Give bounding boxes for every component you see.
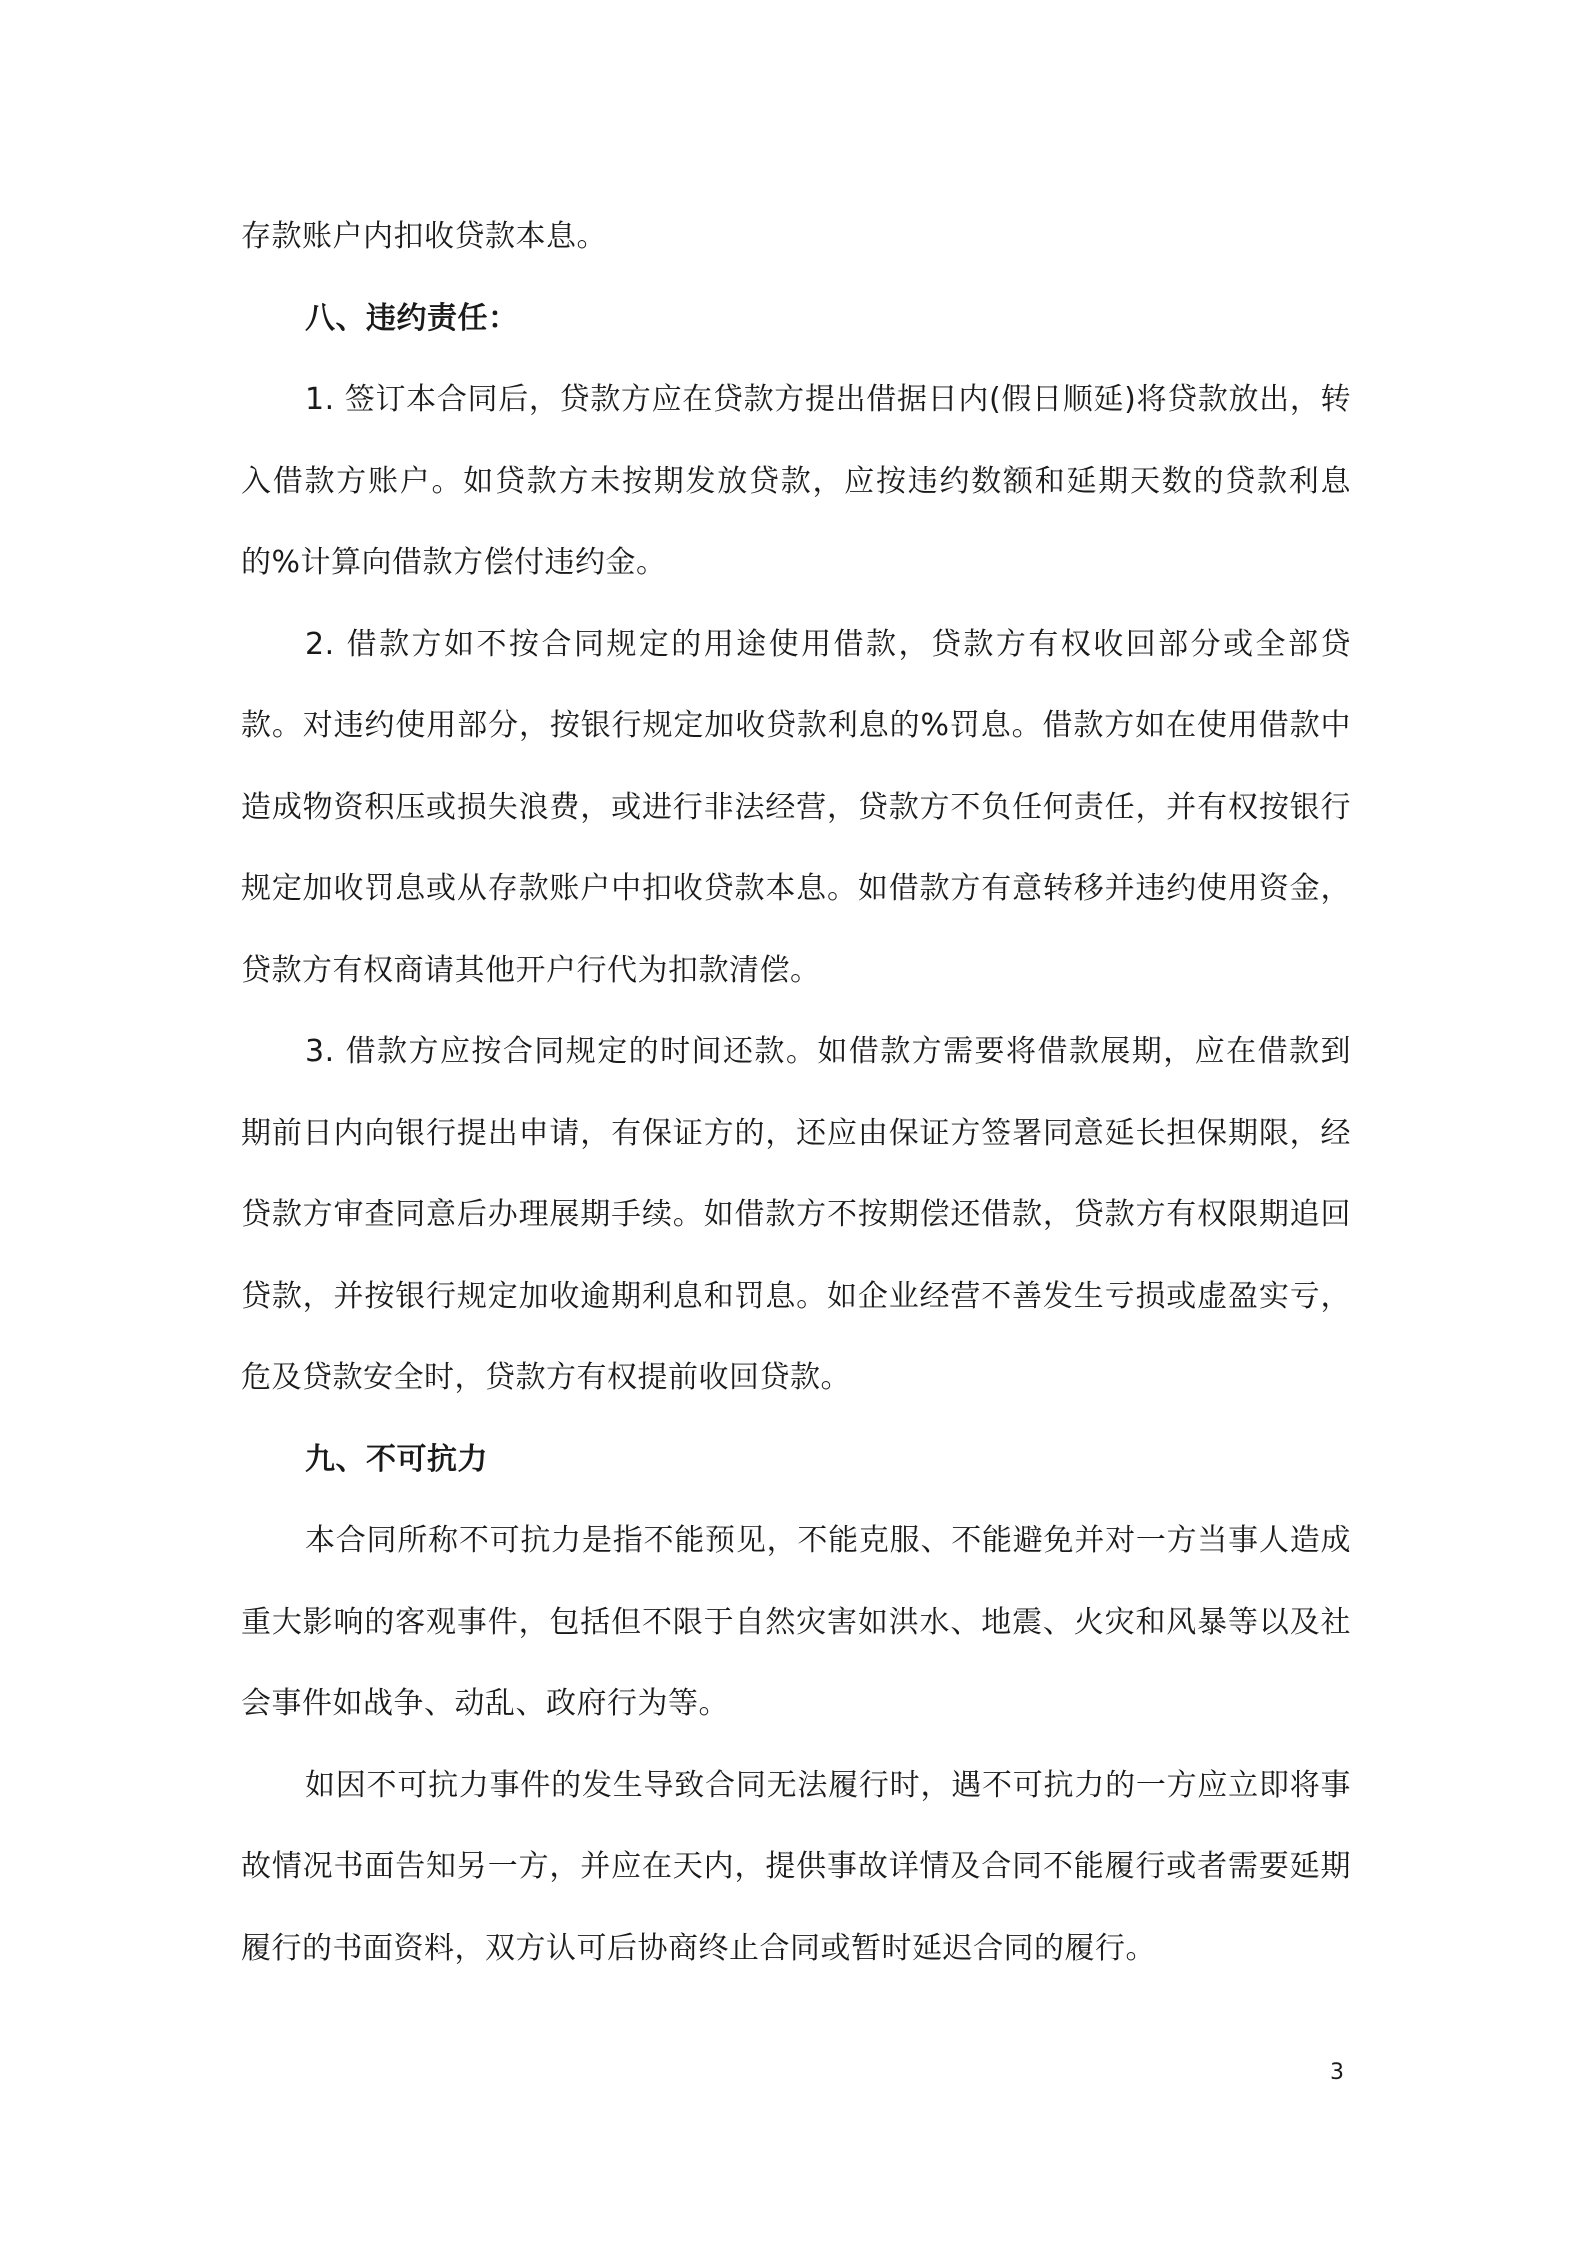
force-majeure-procedure: 如因不可抗力事件的发生导致合同无法履行时，遇不可抗力的一方应立即将事故情况书面告知另一方，并应在天内，提供事故详情及合同不能履行或者需要延期履行的书面资料，双方认可后协商终止合同或暂时延迟合同的履行。: [241, 1767, 1351, 1966]
section-heading-force-majeure: 九、不可抗力: [305, 1441, 488, 1477]
clause-8-3: 3. 借款方应按合同规定的时间还款。如借款方需要将借款展期，应在借款到期前日内向银行提出申请，有保证方的，还应由保证方签署同意延长担保期限，经贷款方审查同意后办理展期手续。如借款方不按期偿还借款，贷款方有权限期追回贷款，并按银行规定加收逾期利息和罚息。如企业经营不善发生亏损或虚盈实亏，危及贷款安全时，贷款方有权提前收回贷款。: [241, 1034, 1351, 1395]
paragraph-continuation: 存款账户内扣收贷款本息。: [241, 219, 607, 254]
page-number: 3: [1330, 2060, 1344, 2085]
section-heading-breach-liability: 八、违约责任：: [305, 300, 519, 336]
clause-8-1: 1. 签订本合同后，贷款方应在贷款方提出借据日内(假日顺延)将贷款放出，转入借款方账户。如贷款方未按期发放贷款，应按违约数额和延期天数的贷款利息的%计算向借款方偿付违约金。: [241, 382, 1351, 580]
document-body: [241, 196, 1351, 1989]
clause-8-2: 2. 借款方如不按合同规定的用途使用借款，贷款方有权收回部分或全部贷款。对违约使用部分，按银行规定加收贷款利息的%罚息。借款方如在使用借款中造成物资积压或损失浪费，或进行非法经营，贷款方不负任何责任，并有权按银行规定加收罚息或从存款账户中扣收贷款本息。如借款方有意转移并违约使用资金，贷款方有权商请其他开户行代为扣款清偿。: [241, 626, 1351, 988]
force-majeure-definition: 本合同所称不可抗力是指不能预见，不能克服、不能避免并对一方当事人造成重大影响的客观事件，包括但不限于自然灾害如洪水、地震、火灾和风暴等以及社会事件如战争、动乱、政府行为等。: [241, 1523, 1351, 1721]
